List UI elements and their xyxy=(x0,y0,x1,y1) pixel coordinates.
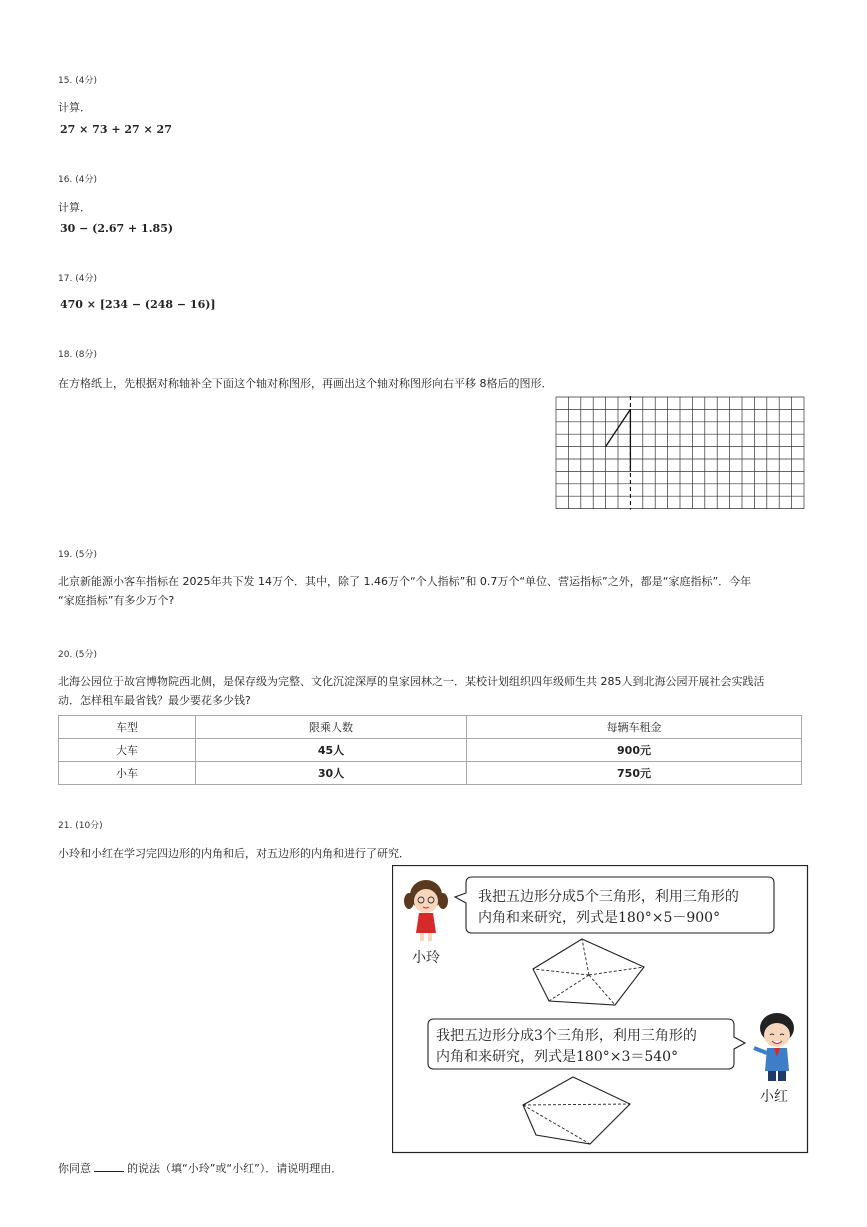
question-score: (5分) xyxy=(75,550,97,560)
xiaohong-speech-line-1: 我把五边形分成3个三角形，利用三角形的 xyxy=(436,1028,697,1044)
xiaoling-name: 小玲 xyxy=(412,950,440,966)
question-score: (10分) xyxy=(75,821,103,831)
table-header-row xyxy=(59,716,802,739)
table-cell: 小车 xyxy=(59,762,196,785)
question-number: 18. xyxy=(58,350,73,360)
pentagon-figure xyxy=(392,865,810,1155)
q15-header xyxy=(58,73,97,86)
q15-prompt: 计算． xyxy=(58,101,91,114)
question-score: (4分) xyxy=(75,76,97,86)
question-score: (4分) xyxy=(75,274,97,284)
question-score: (4分) xyxy=(75,175,97,185)
rental-table xyxy=(58,715,802,785)
question-number: 17. xyxy=(58,274,73,284)
q19-line-2: “家庭指标”有多少万个? xyxy=(58,594,175,607)
q16-expression: 30 − (2.67 + 1.85) xyxy=(60,222,174,235)
question-number: 19. xyxy=(58,550,73,560)
table-header: 每辆车租金 xyxy=(467,716,802,739)
q18-header xyxy=(58,347,97,360)
q18-grid xyxy=(555,396,807,512)
question-number: 21. xyxy=(58,821,73,831)
q19-line-1: 北京新能源小客车指标在 2025年共下发 14万个．其中，除了 1.46万个“个人指标”和 0.7万个“单位、营运指标”之外，都是“家庭指标”．今年 xyxy=(58,575,752,588)
table-header: 车型 xyxy=(59,716,196,739)
answer-suffix: 的说法（填“小玲”或“小红”）．请说明理由． xyxy=(127,1162,343,1175)
q16-prompt: 计算． xyxy=(58,201,91,214)
q21-header xyxy=(58,818,103,831)
q20-line-1: 北海公园位于故宫博物院西北侧，是保存级为完整、文化沉淀深厚的皇家园林之一．某校计划组织四年级师生共 285人到北海公园开展社会实践活 xyxy=(58,675,765,688)
q21-answer-line xyxy=(58,1160,342,1176)
question-number: 20. xyxy=(58,650,73,660)
q19-text xyxy=(58,572,808,610)
table-row xyxy=(59,762,802,785)
q19-header xyxy=(58,547,97,560)
table-header: 限乘人数 xyxy=(196,716,467,739)
q18-prompt: 在方格纸上，先根据对称轴补全下面这个轴对称图形，再画出这个轴对称图形向右平移 8格后的图形． xyxy=(58,377,553,390)
q17-header xyxy=(58,271,97,284)
table-row xyxy=(59,739,802,762)
table-cell: 大车 xyxy=(59,739,196,762)
answer-blank[interactable] xyxy=(94,1161,124,1172)
question-score: (8分) xyxy=(75,350,97,360)
q15-expression: 27 × 73 + 27 × 27 xyxy=(60,123,172,136)
table-cell: 900元 xyxy=(467,739,802,762)
question-number: 16. xyxy=(58,175,73,185)
table-cell: 750元 xyxy=(467,762,802,785)
xiaohong-speech-line-2: 内角和来研究，列式是180°×3＝540° xyxy=(436,1049,679,1065)
table-cell: 45人 xyxy=(196,739,467,762)
q21-prompt: 小玲和小红在学习完四边形的内角和后，对五边形的内角和进行了研究． xyxy=(58,847,410,860)
table-cell: 30人 xyxy=(196,762,467,785)
question-number: 15. xyxy=(58,76,73,86)
q20-text xyxy=(58,672,808,710)
q17-expression: 470 × [234 − (248 − 16)] xyxy=(60,298,216,311)
question-score: (5分) xyxy=(75,650,97,660)
q16-header xyxy=(58,172,97,185)
xiaoling-speech-line-2: 内角和来研究，列式是180°×5－900° xyxy=(478,910,721,926)
q20-line-2: 动．怎样租车最省钱？最少要花多少钱? xyxy=(58,694,251,707)
answer-prefix: 你同意 xyxy=(58,1162,91,1175)
q20-header xyxy=(58,647,97,660)
xiaoling-speech-line-1: 我把五边形分成5个三角形，利用三角形的 xyxy=(478,889,739,905)
xiaohong-name: 小红 xyxy=(760,1089,788,1105)
